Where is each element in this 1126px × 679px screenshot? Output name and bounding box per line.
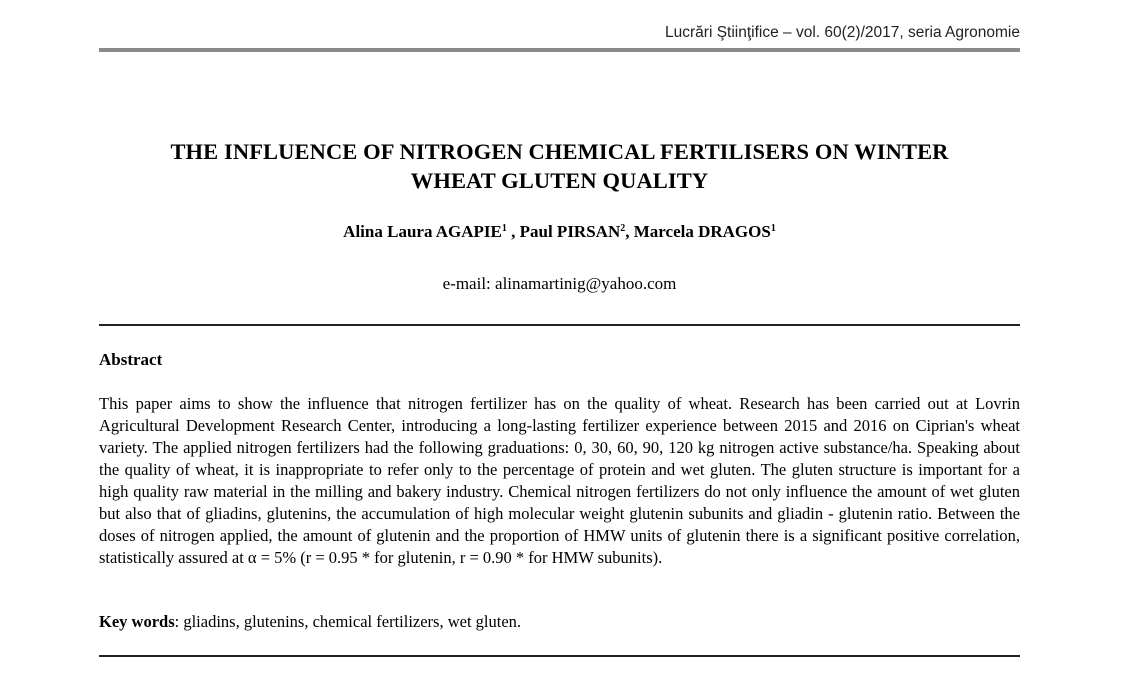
divider-top: [99, 324, 1020, 326]
affiliation-mark: 1: [770, 223, 776, 234]
paper-page: [99, 0, 1020, 679]
contact-email: e-mail: alinamartinig@yahoo.com: [442, 274, 677, 293]
paper-title: [99, 137, 1020, 195]
title-line-2: WHEAT GLUTEN QUALITY: [410, 168, 709, 193]
running-header: Lucrări Ştiinţifice – vol. 60(2)/2017, seria Agronomie: [665, 24, 1020, 41]
divider-bottom: [99, 655, 1020, 657]
abstract-heading: Abstract: [99, 350, 163, 369]
author-name: Alina Laura AGAPIE: [343, 222, 502, 241]
keywords-text: : gliadins, glutenins, chemical fertilizers, wet gluten.: [174, 612, 522, 631]
header-rule: [99, 48, 1020, 52]
author-list: [99, 222, 1020, 242]
abstract-body: This paper aims to show the influence that nitrogen fertilizer has on the quality of wheat. Research has been carried out at Lovrin Agricultural Development Research Center, introducing a long-lasting fertilizer experience between 2015 and 2016 on Ciprian's wheat variety. The applied nitrogen fertilizers had the following graduations: 0, 30, 60, 90, 120 kg nitrogen active substance/ha. Speaking about the quality of wheat, it is inappropriate to refer only to the percentage of protein and wet gluten. The gluten structure is important for a high quality raw material in the milling and bakery industry. Chemical nitrogen fertilizers do not only influence the amount of wet gluten but also that of gliadins, glutenins, the accumulation of high molecular weight glutenin subunits and gliadin - glutenin ratio. Between the doses of nitrogen applied, the amount of glutenin and the proportion of HMW units of glutenin there is a significant positive correlation, statistically assured at α = 5% (r = 0.95 * for glutenin, r = 0.90 * for HMW subunits).: [99, 394, 1020, 567]
affiliation-mark: 2: [620, 223, 626, 234]
author-separator: ,: [625, 222, 634, 241]
affiliation-mark: 1: [501, 223, 507, 234]
author-separator: ,: [506, 222, 520, 241]
title-line-1: THE INFLUENCE OF NITROGEN CHEMICAL FERTILISERS ON WINTER: [170, 139, 949, 164]
author-name: Marcela DRAGOS: [633, 222, 771, 241]
keywords-label: Key words: [99, 612, 175, 631]
author-name: Paul PIRSAN: [519, 222, 621, 241]
keywords: [99, 612, 1020, 632]
